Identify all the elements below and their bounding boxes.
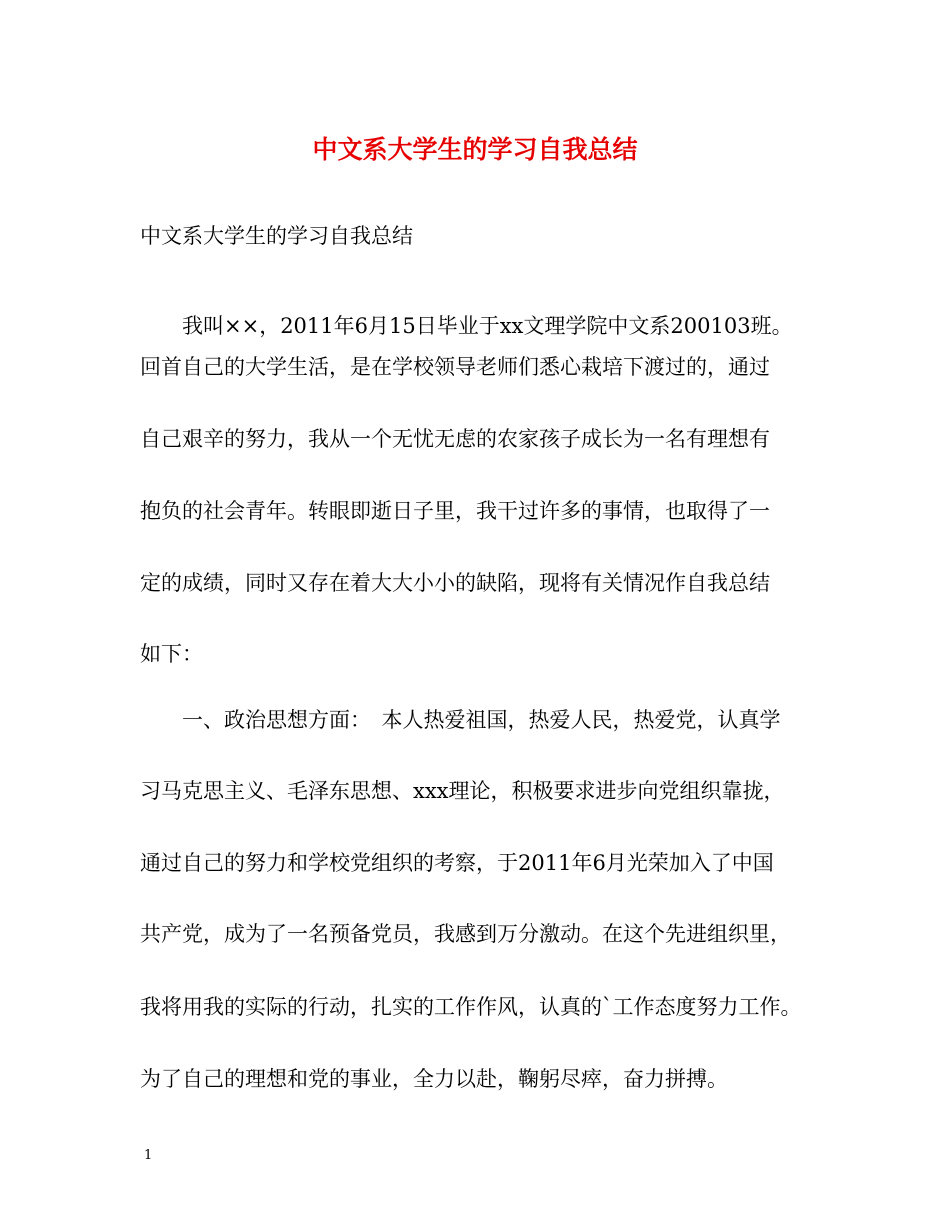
body-line: 习马克思主义、毛泽东思想、xxx理论，积极要求进步向党组织靠拢，	[140, 779, 785, 803]
body-line: 我叫××，2011年6月15日毕业于xx文理学院中文系200103班。	[140, 314, 793, 338]
page-number: 1	[144, 1148, 153, 1163]
body-line: 抱负的社会青年。转眼即逝日子里，我干过许多的事情，也取得了一	[140, 499, 770, 523]
body-line: 一、政治思想方面： 本人热爱祖国，热爱人民，热爱党，认真学	[140, 708, 781, 732]
body-line: 自己艰辛的努力，我从一个无忧无虑的农家孩子成长为一名有理想有	[140, 427, 770, 451]
body-line: 为了自己的理想和党的事业，全力以赴，鞠躬尽瘁，奋力拼搏。	[140, 1067, 728, 1091]
body-line: 共产党，成为了一名预备党员，我感到万分激动。在这个先进组织里，	[140, 922, 791, 946]
document-title: 中文系大学生的学习自我总结	[312, 135, 638, 164]
body-line: 回首自己的大学生活，是在学校领导老师们悉心栽培下渡过的，通过	[140, 355, 770, 379]
body-line: 如下：	[140, 642, 203, 666]
body-line: 定的成绩，同时又存在着大大小小的缺陷，现将有关情况作自我总结	[140, 571, 770, 595]
body-line: 通过自己的努力和学校党组织的考察，于2011年6月光荣加入了中国	[140, 851, 774, 875]
body-line: 我将用我的实际的行动，扎实的工作作风，认真的`工作态度努力工作。	[140, 995, 802, 1019]
body-line: 中文系大学生的学习自我总结	[140, 224, 413, 248]
